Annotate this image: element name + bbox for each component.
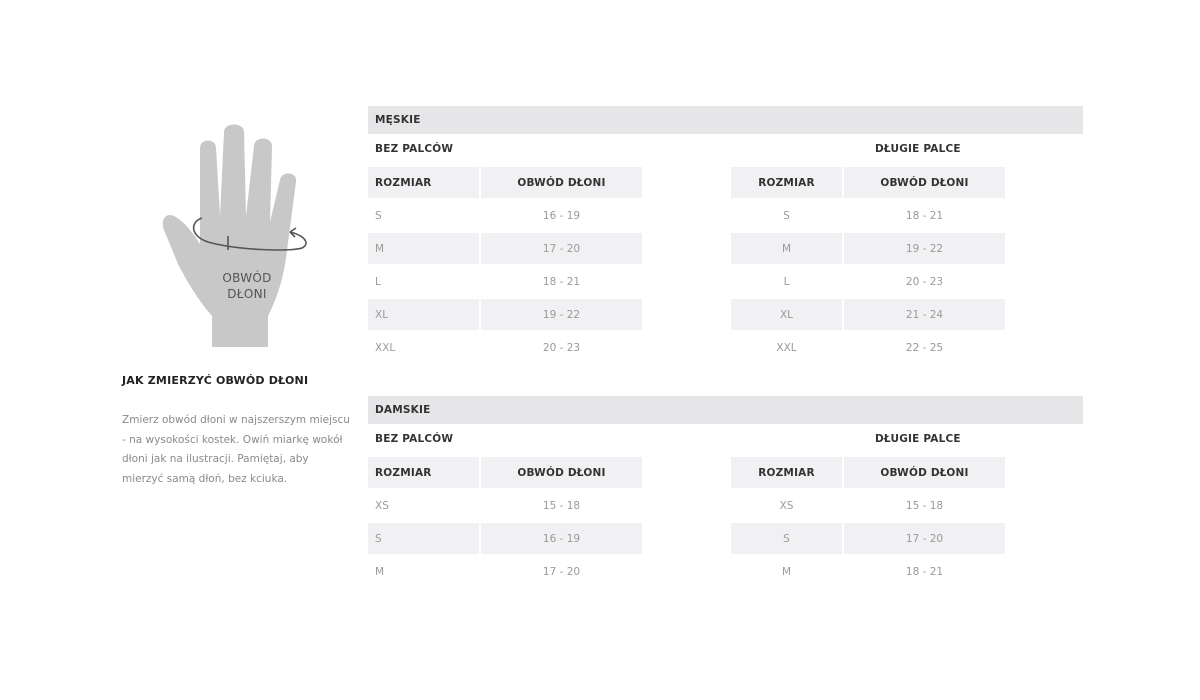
circumference-cell: 17 - 20: [481, 233, 642, 266]
table-row: [731, 266, 1005, 299]
circumference-cell: 16 - 19: [481, 200, 642, 233]
table-row: [368, 299, 642, 332]
table-header-row: [731, 457, 1005, 490]
size-cell: M: [731, 556, 844, 589]
size-cell: XXL: [731, 332, 844, 365]
size-cell: XS: [731, 490, 844, 523]
table-row: [368, 200, 642, 233]
circumference-cell: 18 - 21: [844, 200, 1005, 233]
hand-measure-label: [212, 270, 282, 302]
table-row: [731, 490, 1005, 523]
table-header-row: [368, 457, 642, 490]
men-fingerless-title: BEZ PALCÓW: [375, 143, 454, 155]
circumference-column-header: OBWÓD DŁONI: [844, 457, 1005, 490]
size-cell: S: [731, 200, 844, 233]
size-cell: M: [368, 556, 481, 589]
size-cell: XS: [368, 490, 481, 523]
circumference-cell: 20 - 23: [844, 266, 1005, 299]
size-cell: XXL: [368, 332, 481, 365]
circumference-cell: 21 - 24: [844, 299, 1005, 332]
table-row: [731, 299, 1005, 332]
men-section-title: MĘSKIE: [368, 106, 1083, 134]
hand-label-line-1: OBWÓD: [222, 271, 272, 285]
circumference-cell: 19 - 22: [844, 233, 1005, 266]
table-header-row: [368, 167, 642, 200]
size-column-header: ROZMIAR: [731, 167, 844, 200]
men-full-finger-title: DŁUGIE PALCE: [875, 143, 961, 155]
circumference-column-header: OBWÓD DŁONI: [844, 167, 1005, 200]
circumference-cell: 19 - 22: [481, 299, 642, 332]
measure-guide-text: Zmierz obwód dłoni w najszerszym miejscu - na wysokości kostek. Owiń miarkę wokół dłoni jak na ilustracji. Pamiętaj, aby mierzyć samą dłoń, bez kciuka.: [122, 414, 350, 485]
size-cell: L: [731, 266, 844, 299]
table-row: [368, 332, 642, 365]
size-cell: S: [368, 200, 481, 233]
table-row: [368, 266, 642, 299]
women-section-title: DAMSKIE: [368, 396, 1083, 424]
circumference-cell: 16 - 19: [481, 523, 642, 556]
circumference-column-header: OBWÓD DŁONI: [481, 167, 642, 200]
size-cell: L: [368, 266, 481, 299]
women-fingerless-title: BEZ PALCÓW: [375, 433, 454, 445]
table-row: [731, 556, 1005, 589]
men-size-section: [368, 106, 1083, 354]
size-cell: XL: [368, 299, 481, 332]
men-fingerless-table: [368, 167, 642, 365]
circumference-cell: 15 - 18: [481, 490, 642, 523]
table-row: [368, 556, 642, 589]
circumference-cell: 18 - 21: [481, 266, 642, 299]
table-row: [368, 490, 642, 523]
size-cell: M: [731, 233, 844, 266]
table-row: [731, 523, 1005, 556]
circumference-cell: 15 - 18: [844, 490, 1005, 523]
circumference-cell: 20 - 23: [481, 332, 642, 365]
size-cell: S: [368, 523, 481, 556]
circumference-column-header: OBWÓD DŁONI: [481, 457, 642, 490]
hand-icon: [150, 118, 320, 353]
table-header-row: [731, 167, 1005, 200]
women-full-finger-title: DŁUGIE PALCE: [875, 433, 961, 445]
hand-measure-illustration: [150, 118, 320, 353]
table-row: [731, 200, 1005, 233]
measure-guide-title: JAK ZMIERZYĆ OBWÓD DŁONI: [122, 374, 309, 387]
women-fingerless-table: [368, 457, 642, 589]
circumference-cell: 18 - 21: [844, 556, 1005, 589]
circumference-cell: 17 - 20: [481, 556, 642, 589]
table-row: [731, 233, 1005, 266]
size-column-header: ROZMIAR: [368, 167, 481, 200]
table-row: [368, 233, 642, 266]
table-row: [368, 523, 642, 556]
size-cell: S: [731, 523, 844, 556]
size-column-header: ROZMIAR: [368, 457, 481, 490]
table-row: [731, 332, 1005, 365]
women-size-section: [368, 396, 1083, 578]
men-full-finger-table: [731, 167, 1005, 365]
circumference-cell: 22 - 25: [844, 332, 1005, 365]
women-full-finger-table: [731, 457, 1005, 589]
circumference-cell: 17 - 20: [844, 523, 1005, 556]
size-cell: M: [368, 233, 481, 266]
hand-label-line-2: DŁONI: [227, 287, 267, 301]
size-cell: XL: [731, 299, 844, 332]
size-column-header: ROZMIAR: [731, 457, 844, 490]
